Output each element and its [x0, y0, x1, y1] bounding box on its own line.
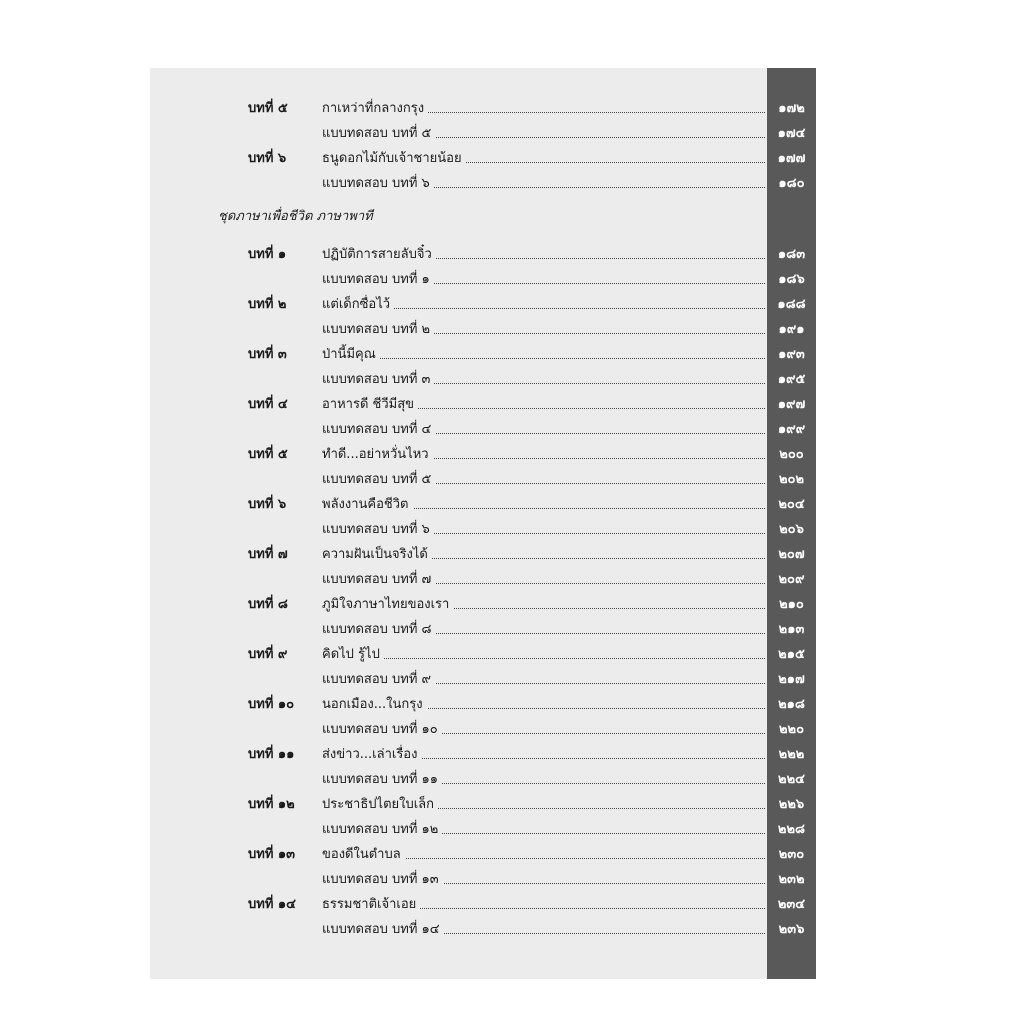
toc-entry	[0, 517, 1024, 542]
toc-entry	[0, 242, 1024, 267]
toc-entry	[0, 842, 1024, 867]
page-number: ๒๐๗	[778, 547, 805, 562]
toc-entry	[0, 442, 1024, 467]
toc-entry	[0, 146, 1024, 171]
chapter-label: บทที่ ๑	[248, 247, 287, 262]
entry-title: คิดไป รู้ไป	[322, 642, 384, 667]
toc-entry	[0, 367, 1024, 392]
page-number: ๒๓๒	[778, 872, 805, 887]
toc-entry	[0, 892, 1024, 917]
page-number: ๑๗๒	[778, 101, 805, 116]
page-number: ๑๙๑	[778, 322, 805, 337]
chapter-label: บทที่ ๓	[248, 347, 287, 362]
toc-entry	[0, 267, 1024, 292]
page-number: ๒๐๐	[779, 447, 804, 462]
chapter-label: บทที่ ๖	[248, 151, 287, 166]
dot-leader	[322, 658, 765, 659]
chapter-label: บทที่ ๑๐	[248, 697, 295, 712]
entry-title: แบบทดสอบ บทที่ ๘	[322, 617, 436, 642]
chapter-label: บทที่ ๑๔	[248, 897, 297, 912]
page-number: ๒๓๔	[777, 897, 806, 912]
toc-entry	[0, 492, 1024, 517]
page-number: ๑๗๗	[777, 151, 806, 166]
entry-title: ของดีในตำบล	[322, 842, 405, 867]
toc-entry	[0, 592, 1024, 617]
chapter-label: บทที่ ๑๒	[248, 797, 295, 812]
toc-entry	[0, 342, 1024, 367]
toc-entry	[0, 917, 1024, 942]
entry-title: แบบทดสอบ บทที่ ๑๔	[322, 917, 444, 942]
page-number: ๑๙๙	[777, 422, 806, 437]
page-number: ๒๓๖	[778, 922, 805, 937]
entry-title: แบบทดสอบ บทที่ ๑๐	[322, 717, 442, 742]
chapter-label: บทที่ ๒	[248, 297, 287, 312]
entry-title: แบบทดสอบ บทที่ ๕	[322, 121, 435, 146]
toc-entry	[0, 121, 1024, 146]
section-title: ชุดภาษาเพื่อชีวิต ภาษาพาที	[218, 209, 373, 224]
toc-entry	[0, 692, 1024, 717]
page-number: ๒๑๓	[778, 622, 805, 637]
entry-title: แบบทดสอบ บทที่ ๙	[322, 667, 435, 692]
chapter-label: บทที่ ๑๓	[248, 847, 296, 862]
toc-entry	[0, 171, 1024, 196]
entry-title: ประชาธิปไตยใบเล็ก	[322, 792, 438, 817]
entry-title: แบบทดสอบ บทที่ ๑๑	[322, 767, 442, 792]
page-number: ๒๒๐	[778, 722, 805, 737]
chapter-label: บทที่ ๗	[248, 547, 288, 562]
entry-title: แบบทดสอบ บทที่ ๑๒	[322, 817, 442, 842]
toc-entry	[0, 467, 1024, 492]
page-number: ๑๙๓	[778, 347, 805, 362]
entry-title: พลังงานคือชีวิต	[322, 492, 413, 517]
entry-title: ป่านี้มีคุณ	[322, 342, 380, 367]
toc-entry	[0, 392, 1024, 417]
toc-entry	[0, 792, 1024, 817]
page-number: ๒๐๔	[778, 497, 805, 512]
toc-entry	[0, 292, 1024, 317]
entry-title: แบบทดสอบ บทที่ ๑๓	[322, 867, 443, 892]
toc-entry	[0, 617, 1024, 642]
page-number: ๑๗๔	[777, 126, 806, 141]
toc-entry	[0, 742, 1024, 767]
entry-title: แบบทดสอบ บทที่ ๗	[322, 567, 435, 592]
page-number: ๒๑๐	[779, 597, 804, 612]
entry-title: อาหารดี ชีวีมีสุข	[322, 392, 418, 417]
entry-title: ทำดี...อย่าหวั่นไหว	[322, 442, 433, 467]
page-number: ๒๐๖	[779, 522, 804, 537]
page-number: ๒๓๐	[778, 847, 805, 862]
entry-title: กาเหว่าที่กลางกรุง	[322, 96, 428, 121]
page-number: ๑๘๓	[777, 247, 806, 262]
entry-title: ธรรมชาติเจ้าเอย	[322, 892, 420, 917]
entry-title: ความฝันเป็นจริงได้	[322, 542, 432, 567]
chapter-label: บทที่ ๘	[248, 597, 288, 612]
entry-title: นอกเมือง...ในกรุง	[322, 692, 427, 717]
page-number: ๒๑๘	[778, 697, 805, 712]
page-number: ๒๒๒	[778, 747, 805, 762]
toc-entry	[0, 317, 1024, 342]
page-number: ๒๒๔	[778, 772, 805, 787]
toc-entry	[0, 567, 1024, 592]
page-number: ๒๐๒	[778, 472, 805, 487]
entry-title: แบบทดสอบ บทที่ ๕	[322, 467, 435, 492]
chapter-label: บทที่ ๙	[248, 647, 288, 662]
chapter-label: บทที่ ๖	[248, 497, 287, 512]
page-number: ๒๒๖	[778, 797, 805, 812]
page-number: ๒๒๘	[777, 822, 806, 837]
page-number: ๒๑๕	[778, 647, 805, 662]
entry-title: แบบทดสอบ บทที่ ๔	[322, 417, 435, 442]
page-number: ๒๑๗	[778, 672, 805, 687]
chapter-label: บทที่ ๕	[248, 101, 288, 116]
toc-entry	[0, 717, 1024, 742]
chapter-label: บทที่ ๑๑	[248, 747, 295, 762]
toc-entry	[0, 867, 1024, 892]
page-number: ๑๘๖	[778, 272, 805, 287]
toc-entry	[0, 667, 1024, 692]
page-number: ๑๙๗	[777, 397, 806, 412]
toc-entry	[0, 767, 1024, 792]
page-number: ๒๐๙	[778, 572, 805, 587]
dot-leader	[322, 358, 765, 359]
page-number: ๑๘๐	[778, 176, 805, 191]
toc-entry	[0, 642, 1024, 667]
toc-entry	[0, 817, 1024, 842]
page-number: ๑๘๘	[777, 297, 806, 312]
entry-title: แบบทดสอบ บทที่ ๑	[322, 267, 434, 292]
toc-entry	[0, 542, 1024, 567]
page-number: ๑๙๕	[777, 372, 806, 387]
toc-entry	[0, 96, 1024, 121]
chapter-label: บทที่ ๔	[248, 397, 288, 412]
toc-entry	[0, 417, 1024, 442]
entry-title: แบบทดสอบ บทที่ ๖	[322, 171, 434, 196]
entry-title: ภูมิใจภาษาไทยของเรา	[322, 592, 453, 617]
entry-title: ปฏิบัติการสายลับจิ๋ว	[322, 242, 436, 267]
entry-title: ส่งข่าว...เล่าเรื่อง	[322, 742, 421, 767]
entry-title: แบบทดสอบ บทที่ ๒	[322, 317, 434, 342]
entry-title: ธนูดอกไม้กับเจ้าชายน้อย	[322, 146, 466, 171]
entry-title: แต่เด็กซื่อไว้	[322, 292, 394, 317]
entry-title: แบบทดสอบ บทที่ ๓	[322, 367, 434, 392]
entry-title: แบบทดสอบ บทที่ ๖	[322, 517, 434, 542]
chapter-label: บทที่ ๕	[248, 447, 288, 462]
